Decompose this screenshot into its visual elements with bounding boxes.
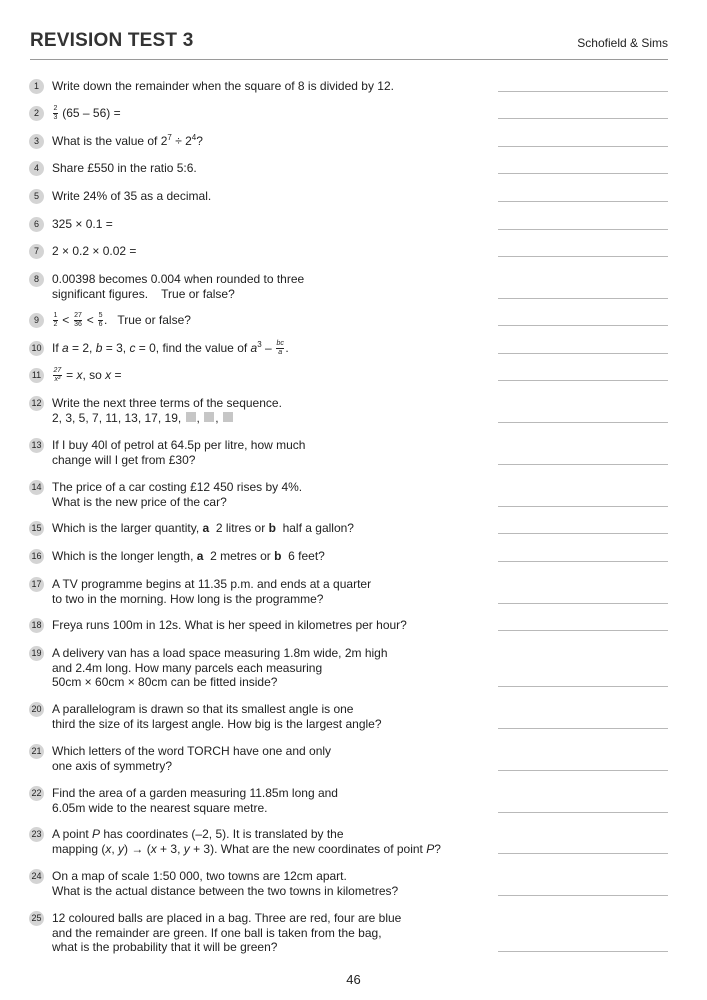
blank-box [204,412,214,422]
question-number: 18 [29,618,44,633]
question-text: 325 × 0.1 = [52,217,113,231]
question-number: 3 [29,134,44,149]
answer-line[interactable] [498,533,668,534]
answer-line[interactable] [498,464,668,465]
answer-line[interactable] [498,603,668,604]
answer-line[interactable] [498,353,668,354]
question-number: 2 [29,106,44,121]
question-text: On a map of scale 1:50 000, two towns are 12cm apart. What is the actual distance between the two towns in kilometres? [52,869,399,898]
question-number: 12 [29,396,44,411]
question-number: 8 [29,272,44,287]
answer-line[interactable] [498,951,668,952]
answer-line[interactable] [498,256,668,257]
page-title: REVISION TEST 3 [30,30,194,51]
answer-line[interactable] [498,91,668,92]
question-text: Which is the longer length, a 2 metres or b 6 feet? [52,549,325,563]
answer-line[interactable] [498,630,668,631]
question-text: Write down the remainder when the square of 8 is divided by 12. [52,79,394,93]
fraction: $\frac{27}{36}$ [74,312,82,328]
answer-line[interactable] [498,895,668,896]
blank-box [223,412,233,422]
question-text: A parallelogram is drawn so that its smallest angle is one third the size of its largest angle. How big is the largest angle? [52,702,382,731]
question-number: 4 [29,161,44,176]
answer-line[interactable] [498,201,668,202]
publisher-name: Schofield & Sims [577,36,668,50]
question-text: Which is the larger quantity, a 2 litres or b half a gallon? [52,521,354,535]
question-text: A TV programme begins at 11.35 p.m. and ends at a quarter to two in the morning. How long is the programme? [52,577,372,606]
question-text: A point P has coordinates (–2, 5). It is translated by the mapping (x, y) → (x + 3, y + 3). What are the new coordinates of point P? [52,827,441,856]
question-number: 16 [29,549,44,564]
answer-line[interactable] [498,728,668,729]
question-number: 15 [29,521,44,536]
question-number: 10 [29,341,44,356]
fraction: $\frac{1}{2}$ [53,312,58,328]
question-number: 24 [29,869,44,884]
answer-line[interactable] [498,422,668,423]
answer-line[interactable] [498,173,668,174]
fraction: $\frac{5}{6}$ [98,312,103,328]
question-number: 17 [29,577,44,592]
page-number: 46 [346,972,361,987]
answer-line[interactable] [498,853,668,854]
question-text: 2 × 0.2 × 0.02 = [52,244,137,258]
answer-line[interactable] [498,506,668,507]
question-text: Share £550 in the ratio 5:6. [52,161,197,175]
answer-line[interactable] [498,146,668,147]
answer-line[interactable] [498,686,668,687]
question-text: Freya runs 100m in 12s. What is her speed in kilometres per hour? [52,618,407,632]
answer-line[interactable] [498,325,668,326]
fraction: $\frac{bc}{a}$ [276,340,284,356]
answer-line[interactable] [498,770,668,771]
question-text: If I buy 40l of petrol at 64.5p per litre, how much change will I get from £30? [52,438,306,467]
answer-line[interactable] [498,229,668,230]
question-text: The price of a car costing £12 450 rises by 4%. What is the new price of the car? [52,480,303,509]
answer-line[interactable] [498,812,668,813]
answer-line[interactable] [498,118,668,119]
answer-line[interactable] [498,561,668,562]
question-number: 20 [29,702,44,717]
question-number: 25 [29,911,44,926]
question-text: $\frac{1}{2}$ < $\frac{27}{36}$ < $\frac{5}{6}$ . True or false? [53,312,191,328]
question-text: What is the value of $2^7 \div 2^4$? [52,133,203,148]
answer-line[interactable] [498,298,668,299]
question-text: 0.00398 becomes 0.004 when rounded to three significant figures. True or false? [52,272,305,301]
question-text: Which letters of the word TORCH have one and only one axis of symmetry? [52,744,332,773]
question-number: 6 [29,217,44,232]
question-number: 13 [29,438,44,453]
question-text: A delivery van has a load space measuring 1.8m wide, 2m high and 2.4m long. How many parcels each measuring 50cm × 60cm × 80cm can be fitted inside? [52,646,388,689]
answer-line[interactable] [498,380,668,381]
question-number: 9 [29,313,44,328]
question-number: 22 [29,786,44,801]
question-number: 23 [29,827,44,842]
question-number: 5 [29,189,44,204]
question-number: 7 [29,244,44,259]
question-text: Write 24% of 35 as a decimal. [52,189,212,203]
question-text: $\frac{27}{\text{x²}}$ = x, so x = [53,367,122,383]
fraction: $\frac{2}{3}$ [53,105,58,121]
question-text: $\frac{2}{3}$ (65 – 56) = [53,105,121,121]
question-text: Find the area of a garden measuring 11.85m long and 6.05m wide to the nearest square metre. [52,786,338,815]
question-text: 12 coloured balls are placed in a bag. Three are red, four are blue and the remainder are green. If one ball is taken from the bag, what is the probability that it will be green? [52,911,402,954]
question-number: 19 [29,646,44,661]
question-text: If a = 2, b = 3, c = 0, find the value of $a^3$ – $\frac{bc}{a}$ . [52,340,289,356]
question-number: 14 [29,480,44,495]
blank-box [186,412,196,422]
fraction: $\frac{27}{\text{x²}}$ [53,367,62,383]
question-text: Write the next three terms of the sequence. 2, 3, 5, 7, 11, 13, 17, 19, , , [52,396,282,425]
question-number: 21 [29,744,44,759]
question-number: 11 [29,368,44,383]
question-number: 1 [29,79,44,94]
